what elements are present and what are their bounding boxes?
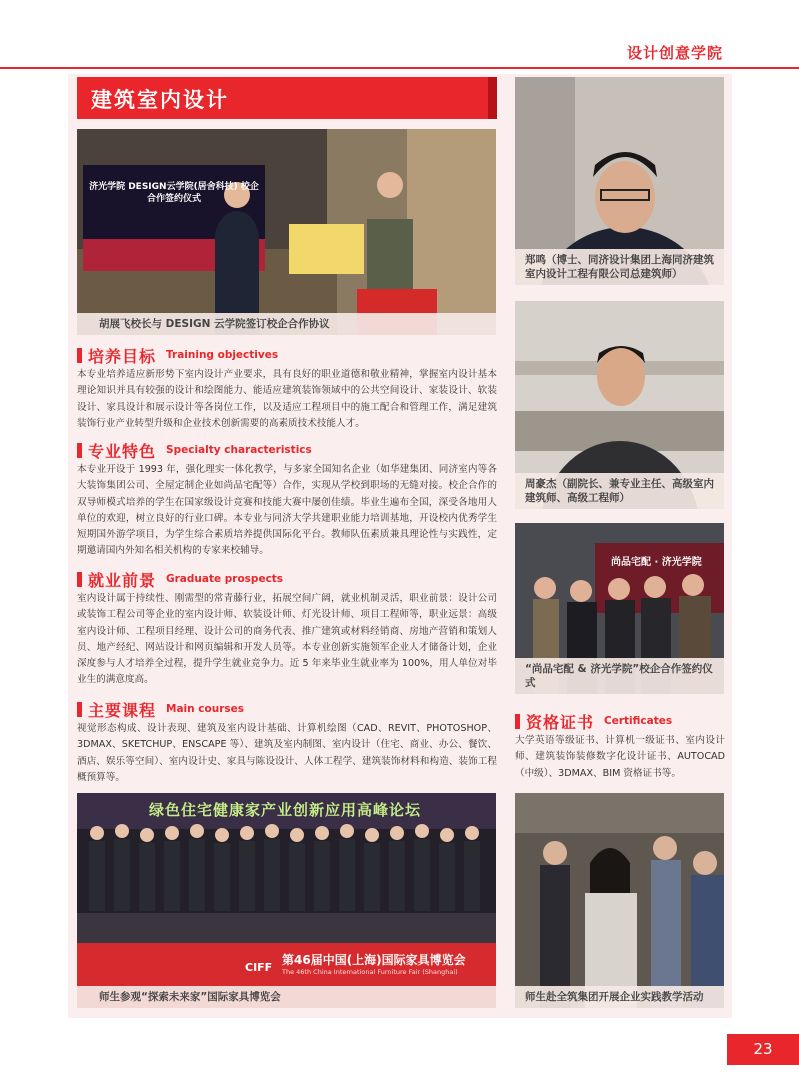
section-certificates: [515, 711, 725, 782]
section-title-cn: 主要课程: [88, 700, 157, 720]
banner-title: 建筑室内设计: [91, 88, 229, 112]
header-school-title: 设计创意学院: [626, 44, 723, 62]
caption-zheng-ming: 郑鸣（博士、同济设计集团上海同济建筑室内设计工程有限公司总建筑师）: [515, 249, 724, 285]
caption-zhou-haojie: 周豪杰（副院长、兼专业主任、高级室内建筑师、高级工程师）: [515, 473, 724, 509]
photo-zhou-haojie: [515, 301, 724, 509]
photo-furniture-fair: [77, 793, 496, 1008]
section-body: 室内设计属于持续性、刚需型的常青藤行业，拓展空间广阔，就业机制灵活，职业前景：设计公司或装饰工程公司等企业的室内设计师、软装设计师、灯光设计师、项目工程师等，职业远景：高级室内设计师、工程项目经理、设计公司的商务代表、推广建筑或材料经销商、房地产营销和策划人员、地产经纪、网站设计和网页编辑和开发人员等。本专业创新实施领军企业人才储备计划，企业深度参与人才培养全过程，提升学生就业竞争力。近 5 年来毕业生就业率为 100%，用人单位对毕业生的满意度高。: [77, 593, 497, 686]
photo-signing-ceremony: [77, 129, 496, 335]
section-title-cn: 专业特色: [88, 441, 157, 461]
fair-title-en: The 46th China International Furniture Fair (Shanghai): [282, 968, 458, 976]
photo-practice-activity: [515, 793, 724, 1008]
caption-furniture-fair: 师生参观“探索未来家”国际家具博览会: [77, 986, 496, 1008]
section-marker: [77, 348, 82, 363]
section-title-cn: 就业前景: [88, 570, 157, 590]
section-title-en: Main courses: [166, 703, 244, 715]
section-marker: [77, 443, 82, 458]
caption-practice: 师生赴全筑集团开展企业实践教学活动: [515, 986, 724, 1008]
photo-shangpin-signing: [515, 523, 724, 694]
caption-signing: 胡展飞校长与 DESIGN 云学院签订校企合作协议: [77, 313, 496, 335]
section-specialty: [77, 440, 497, 560]
section-body: 本专业开设于 1993 年，强化理实一体化教学，与多家全国知名企业（如华建集团、同济室内等各大装饰集团公司、全屋定制企业如尚品宅配等）合作，实现从学校到职场的无缝对接。校企合作的双导师模式培养的学生在国家级设计竞赛和技能大赛中屡创佳绩。毕业生遍布全国，深受各地用人单位的欢迎，树立良好的行业口碑。本专业与同济大学共建职业能力培训基地，开设校内优秀学生短期国外游学项目，为学生综合素质培养提供国际化平台。教师队伍素质兼具理论性与实践性，定期邀请国内外知名相关机构的专家来校辅导。: [77, 464, 497, 557]
forum-banner-text: 绿色住宅健康家产业创新应用高峰论坛: [149, 801, 422, 819]
section-title-en: Graduate prospects: [166, 573, 284, 585]
fair-title-cn: 第46届中国(上海)国际家具博览会: [282, 953, 466, 967]
section-body: 大学英语等级证书、计算机一级证书、室内设计师、建筑装饰装修数字化设计证书、AUTOCAD（中级）、3DMAX、BIM 资格证书等。: [515, 735, 725, 779]
shangpin-backdrop-text: 尚品宅配 · 济光学院: [611, 557, 702, 568]
section-title-cn: 培养目标: [88, 346, 157, 366]
caption-shangpin: “尚品宅配 & 济光学院”校企合作签约仪式: [515, 658, 724, 694]
section-body: 本专业培养适应新形势下室内设计产业要求，具有良好的职业道德和敬业精神，掌握室内设计基本理论知识并具有较强的设计和绘图能力、能适应建筑装饰领域中的公共空间设计、家装设计、软装设计、家具设计和展示设计等各岗位工作，以及适应工程项目中的施工配合和管理工作，满足建筑装饰行业产业转型升级和企业技术创新需要的高素质技术技能人才。: [77, 369, 497, 429]
section-title-en: Training objectives: [166, 349, 279, 361]
fair-logo: CIFF: [245, 961, 273, 974]
section-training: [77, 345, 497, 432]
section-marker: [515, 714, 520, 729]
section-title-cn: 资格证书: [526, 712, 595, 732]
screen-title-text: 济光学院 DESIGN云学院(居舍科技) 校企合作签约仪式: [89, 182, 259, 204]
section-marker: [77, 572, 82, 587]
section-title-en: Specialty characteristics: [166, 444, 312, 456]
page-number: 23: [727, 1034, 799, 1065]
photo-zheng-ming: [515, 77, 724, 285]
section-body: 视觉形态构成、设计表现、建筑及室内设计基础、计算机绘图（CAD、REVIT、PHOTOSHOP、3DMAX、SKETCHUP、ENSCAPE 等）、建筑及室内制图、室内设计（住宅、商业、办公、餐饮、酒店、娱乐等空间）、室内设计史、家具与陈设设计、人体工程学、建筑装饰材料和构造、装饰工程概预算等。: [77, 723, 497, 783]
section-marker: [77, 702, 82, 717]
section-prospects: [77, 569, 497, 689]
section-banner: [77, 77, 494, 119]
banner-tip: [488, 77, 497, 119]
section-courses: [77, 699, 497, 786]
header-rule: [0, 67, 799, 69]
section-title-en: Certificates: [604, 715, 673, 727]
